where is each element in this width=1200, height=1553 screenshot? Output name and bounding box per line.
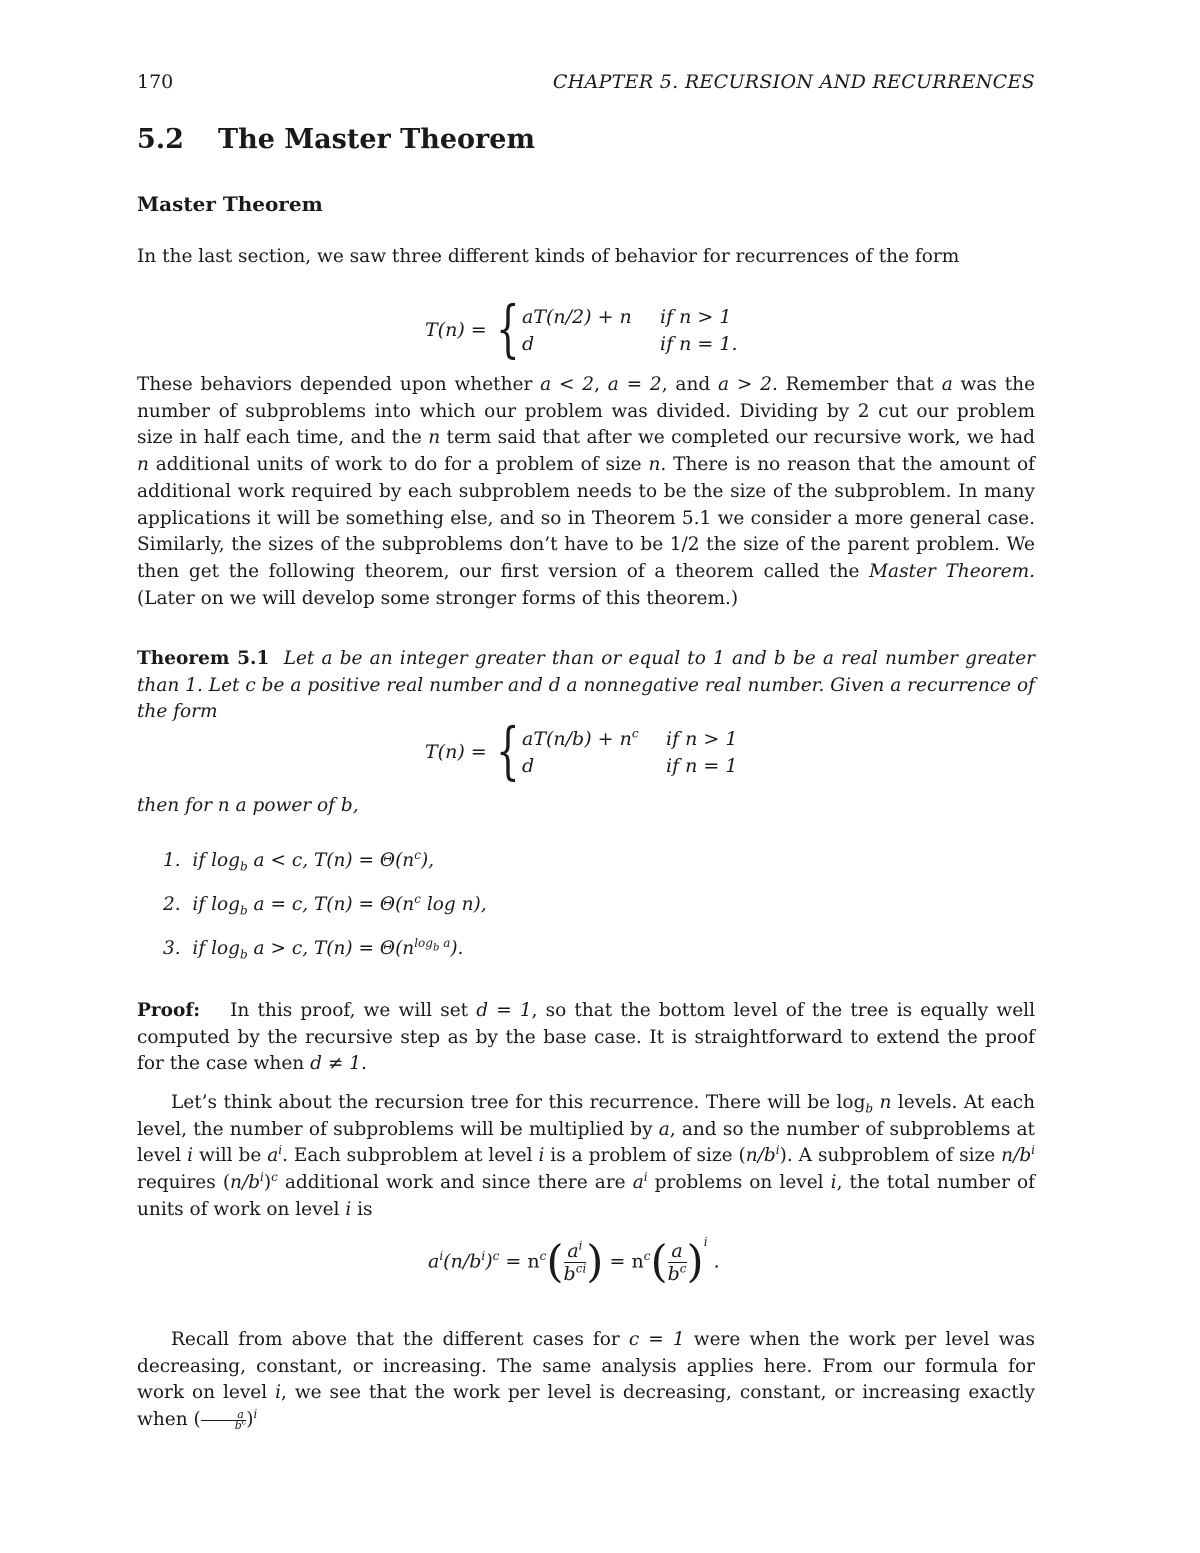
math-run: b bbox=[234, 1418, 242, 1432]
theorem-statement bbox=[137, 646, 1035, 726]
text-run: a = c, bbox=[247, 894, 314, 915]
math-run: n bbox=[648, 454, 661, 476]
math-run: b bbox=[667, 1263, 680, 1285]
text-run: ). bbox=[450, 938, 464, 959]
math-run: a bbox=[567, 1240, 579, 1262]
exponent: i bbox=[481, 1249, 486, 1264]
exponent: i bbox=[578, 1238, 583, 1253]
exponent: c bbox=[241, 1416, 247, 1426]
exponent: c bbox=[271, 1169, 278, 1184]
text-run: was the number of subproblems into which our problem was divided. Dividing by 2 cut our problem size in half each time, and the bbox=[137, 374, 1036, 449]
math-run: = n bbox=[603, 1250, 644, 1273]
math-run: . bbox=[713, 1250, 720, 1273]
text-run: log n), bbox=[420, 894, 487, 915]
math-run: a bbox=[941, 374, 953, 395]
math-run: a bbox=[658, 1118, 670, 1140]
fraction-1 bbox=[564, 1240, 587, 1285]
text-run: Let’s think about the recursion tree for this recurrence. There will be log bbox=[171, 1092, 866, 1113]
math-run: d = 1 bbox=[476, 1000, 532, 1021]
recurrence1-brace: { bbox=[496, 292, 520, 365]
proof-label: Proof: bbox=[137, 1000, 201, 1021]
case-number: 2. bbox=[163, 894, 181, 915]
denominator bbox=[564, 1263, 587, 1285]
theorem-label: Theorem 5.1 bbox=[137, 648, 270, 669]
math-run: n/b bbox=[230, 1172, 261, 1194]
subscript: b bbox=[239, 859, 248, 874]
exponent: i bbox=[253, 1406, 258, 1421]
text-run: T(n) = Θ(n bbox=[313, 938, 415, 959]
text-run: These behaviors depended upon whether bbox=[137, 374, 541, 395]
text-run: were when the work per level was decreasing, constant, or increasing. The same analysis applies here. From our formula for work on level bbox=[137, 1329, 1035, 1404]
denominator bbox=[201, 1416, 247, 1432]
intro-paragraph: In the last section, we saw three different kinds of behavior for recurrences of the form bbox=[137, 246, 960, 267]
text-run: a > c, bbox=[247, 938, 314, 959]
text-run: ), bbox=[420, 850, 435, 871]
math-run: b bbox=[563, 1263, 576, 1285]
text-run: is bbox=[351, 1198, 373, 1220]
exponent: i bbox=[260, 1169, 264, 1184]
math-run: i bbox=[345, 1198, 352, 1220]
denominator bbox=[668, 1263, 687, 1285]
exponent: ci bbox=[575, 1261, 587, 1276]
math-run: i bbox=[538, 1145, 545, 1167]
text-run: (Later on we will develop some stronger forms of this theorem.) bbox=[137, 587, 739, 609]
text-run: , bbox=[594, 374, 608, 395]
text-run: is a problem of size ( bbox=[544, 1145, 746, 1167]
recall-paragraph bbox=[137, 1327, 1035, 1434]
math-run: = n bbox=[499, 1250, 540, 1273]
text-run: ). A subproblem of size bbox=[779, 1145, 1002, 1167]
text-run: , and so the number of subproblems at level bbox=[137, 1118, 1035, 1167]
work-equation bbox=[428, 1235, 720, 1288]
recurrence1-case2-expr: d bbox=[522, 333, 535, 355]
section-heading bbox=[137, 124, 535, 155]
math-run: a bbox=[632, 1172, 644, 1194]
theorem-then: then for n a power of b, bbox=[137, 795, 359, 816]
exponent: i bbox=[775, 1143, 780, 1158]
math-run: n/b bbox=[1001, 1145, 1032, 1167]
case-number: 3. bbox=[163, 938, 181, 959]
recurrence1-case1-cond: if n > 1 bbox=[660, 306, 732, 328]
text-run: . Remember that bbox=[771, 374, 942, 395]
exponent: i bbox=[278, 1143, 283, 1158]
recurrence2-case2-expr: d bbox=[522, 755, 535, 777]
exponent: c bbox=[414, 891, 421, 906]
text-run: if log bbox=[192, 850, 240, 871]
math-run: a > 2 bbox=[718, 374, 772, 395]
text-run: if log bbox=[192, 938, 240, 959]
numerator: a bbox=[668, 1240, 687, 1263]
math-run: d ≠ 1 bbox=[310, 1053, 361, 1075]
section-number: 5.2 bbox=[137, 124, 184, 155]
text-run: T(n) = Θ(n bbox=[313, 894, 415, 915]
subscript: b bbox=[432, 942, 440, 954]
text-run: . bbox=[360, 1053, 367, 1075]
text-run: Recall from above that the different cases for bbox=[171, 1329, 629, 1350]
exponent: c bbox=[631, 726, 639, 741]
math-run: (n/b bbox=[443, 1250, 482, 1273]
expr-run: aT(n/b) + n bbox=[522, 728, 632, 750]
math-run: n bbox=[137, 454, 149, 476]
subscript: b bbox=[865, 1101, 874, 1116]
text-run: term said that after we completed our recursive work, we had bbox=[440, 427, 1035, 449]
text-run: , the total number of units of work on level bbox=[137, 1172, 1035, 1220]
paren-left: ( bbox=[650, 1236, 668, 1288]
text-run: a bbox=[439, 935, 451, 950]
text-run: if log bbox=[192, 894, 240, 915]
exponent: i bbox=[703, 1235, 708, 1250]
theorem-text: Let a be an integer greater than or equal to 1 and b be a real number greater than 1. Let c be a positive real number and d a nonnegative real number. Given a recurrence of the form bbox=[137, 648, 1036, 723]
text-run: ) bbox=[246, 1409, 254, 1431]
page-number: 170 bbox=[137, 71, 174, 93]
tree-paragraph: Let’s think about the recursion tree for this recurrence. There will be $\log_b n$ levels. At each level, the number of subproblems will be multiplied by a, and so the number of subproblems at level i will be $a^i$. Each subproblem at level i is a problem of size $(n/b^i)$. A subproblem of size $n/b^i$ requires $(n/b^i)^c$ additional work and since there are $a^i$ problems on level i, the total number of units of work on level i is bbox=[137, 1092, 1036, 1220]
text-run: will be bbox=[193, 1145, 268, 1167]
subscript: b bbox=[239, 947, 248, 962]
paren-right: ) bbox=[686, 1236, 704, 1288]
theorem-case-1 bbox=[163, 847, 435, 874]
math-run: n bbox=[428, 427, 441, 449]
text-run: . There is no reason that the amount of additional work required by each subproblem needs to be the size of the subproblem. In many applications it will be something else, and so in Theorem 5.1 we consider a more general case. Similarly, the sizes of the subproblems don’t have to be 1/2 the size of the parent problem. We then get the following theorem, our first version of a theorem called the bbox=[137, 454, 1036, 582]
emphasis-master-theorem: Master Theorem. bbox=[869, 560, 1035, 582]
text-run: additional units of work to do for a problem of size bbox=[148, 454, 649, 476]
exponent: c bbox=[539, 1249, 547, 1264]
math-run: i bbox=[187, 1145, 194, 1167]
text-run: levels. At each level, the number of subproblems will be multiplied by bbox=[137, 1092, 1036, 1140]
math-run: a = 2 bbox=[607, 374, 662, 395]
math-run: a bbox=[428, 1250, 440, 1273]
recurrence2-case1-expr bbox=[522, 728, 639, 750]
recurrence2-case1-cond: if n > 1 bbox=[666, 728, 738, 750]
exponent: c bbox=[679, 1261, 687, 1276]
exponent: i bbox=[439, 1249, 444, 1264]
running-title: CHAPTER 5. RECURSION AND RECURRENCES bbox=[552, 71, 1035, 93]
exponent: c bbox=[492, 1249, 500, 1264]
recurrence1-lhs: T(n) = bbox=[425, 319, 487, 341]
theorem-case-2 bbox=[163, 891, 487, 918]
math-run: ) bbox=[485, 1250, 493, 1273]
section-title: The Master Theorem bbox=[217, 124, 536, 155]
text-run: , and bbox=[661, 374, 719, 395]
exponent: c bbox=[414, 847, 421, 862]
text-run: . Each subproblem at level bbox=[282, 1145, 539, 1167]
fraction-2 bbox=[668, 1240, 687, 1285]
text-run: T(n) = Θ(n bbox=[313, 850, 415, 871]
recurrence2-lhs: T(n) = bbox=[425, 741, 487, 763]
text-run: requires ( bbox=[137, 1172, 231, 1194]
theorem-case-3 bbox=[163, 935, 464, 962]
text-run: , we see that the work per level is decreasing, constant, or increasing exactly when ( bbox=[137, 1382, 1036, 1431]
exponent: i bbox=[1031, 1143, 1036, 1158]
recurrence2-brace: { bbox=[496, 714, 520, 787]
math-run: n bbox=[873, 1092, 892, 1113]
math-run: c = 1 bbox=[628, 1329, 685, 1350]
numerator: a bbox=[201, 1410, 247, 1421]
text-run: a < c, bbox=[247, 850, 314, 871]
recurrence2-case2-cond: if n = 1 bbox=[666, 755, 738, 777]
proof-paragraph bbox=[137, 998, 1035, 1078]
exponent bbox=[414, 935, 451, 954]
text-run: , so that the bottom level of the tree is equally well computed by the recursive step as by the base case. It is straightforward to extend the proof for the case when bbox=[137, 1000, 1036, 1075]
paren-left: ( bbox=[546, 1236, 564, 1288]
numerator bbox=[564, 1240, 587, 1263]
paren-right: ) bbox=[586, 1236, 604, 1288]
text-run: log bbox=[414, 935, 433, 950]
subscript: b bbox=[239, 903, 248, 918]
exponent: c bbox=[643, 1249, 651, 1264]
math-run: a < 2 bbox=[540, 374, 595, 395]
text-run: problems on level bbox=[647, 1172, 831, 1194]
text-run: In this proof, we will set bbox=[230, 1000, 477, 1021]
inline-fraction bbox=[201, 1407, 247, 1432]
recurrence1-case1-expr: aT(n/2) + n bbox=[522, 306, 632, 328]
math-run: a bbox=[267, 1145, 279, 1167]
recurrence1-case2-cond: if n = 1. bbox=[660, 333, 738, 355]
text-run: additional work and since there are bbox=[277, 1172, 633, 1194]
math-run: i bbox=[830, 1172, 837, 1194]
exponent: i bbox=[643, 1169, 648, 1184]
subheading: Master Theorem bbox=[137, 192, 323, 216]
math-run: i bbox=[275, 1382, 282, 1404]
case-number: 1. bbox=[163, 850, 181, 871]
behaviors-paragraph bbox=[137, 372, 1035, 612]
math-run: n/b bbox=[745, 1145, 776, 1167]
